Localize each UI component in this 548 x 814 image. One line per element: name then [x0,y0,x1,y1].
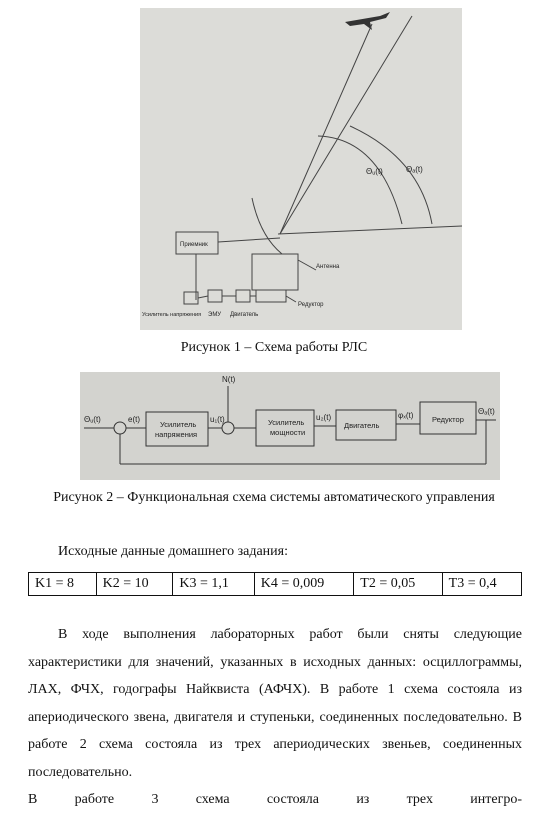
paragraph-last-line: В работе 3 схема состояла из трех интегро- [28,792,522,807]
figure-1-caption: Рисунок 1 – Схема работы РЛС [180,340,368,355]
paragraph-text: В ходе выполнения лабораторных работ были сняты следующие характеристики для значений, указанных в исходных данных: осциллограммы, ЛАХ, ФЧХ, годографы Найквиста (АФЧХ). В работе 1 схема состояла из апериодического звена, двигателя и ступеньки, соединенных последовательно. В работе 2 схема состояла из трех апериодических звеньев, соединенных последовательно. [28,627,522,780]
block-reducer: Редуктор [432,415,464,424]
label-output: Θₐ(t) [478,407,495,416]
param-k3: K3 = 1,1 [173,573,254,596]
label-reducer: Редуктор [298,302,324,308]
label-input: Θᵤ(t) [84,415,101,424]
table-row [29,573,522,596]
param-t2: T2 = 0,05 [354,573,442,596]
block-voltage-amplifier-line1: Усилитель [160,420,197,429]
label-u2: u₂(t) [316,413,332,422]
figure-1-radar-diagram [140,8,462,330]
figure-2-block-diagram [80,372,500,480]
label-receiver: Приемник [180,242,208,248]
block-motor: Двигатель [344,421,380,430]
label-disturbance: N(t) [222,375,236,384]
label-u1: u₁(t) [210,415,225,424]
param-t3: T3 = 0,4 [442,573,521,596]
block-power-amplifier-line1: Усилитель [268,418,305,427]
label-theta-a: Θₐ(t) [406,165,423,174]
label-antenna: Антенна [316,264,340,270]
block-voltage-amplifier-line2: напряжения [155,430,198,439]
param-k4: K4 = 0,009 [254,573,354,596]
airplane-icon [345,12,390,30]
label-emu: ЭМУ [208,312,222,318]
body-paragraph [28,621,522,814]
label-error: e(t) [128,415,140,424]
figure-2-caption: Рисунок 2 – Функциональная схема системы автоматического управления [53,490,495,505]
param-k2: K2 = 10 [96,573,173,596]
label-theta-u: Θᵤ(t) [366,167,383,176]
label-motor: Двигатель [230,312,259,318]
initial-data-title: Исходные данные домашнего задания: [58,544,288,559]
parameters-table [28,572,522,596]
label-amplifier: Усилитель напряжения [142,312,202,318]
label-phi: φₓ(t) [398,411,414,420]
param-k1: K1 = 8 [29,573,97,596]
block-power-amplifier-line2: мощности [270,428,306,437]
